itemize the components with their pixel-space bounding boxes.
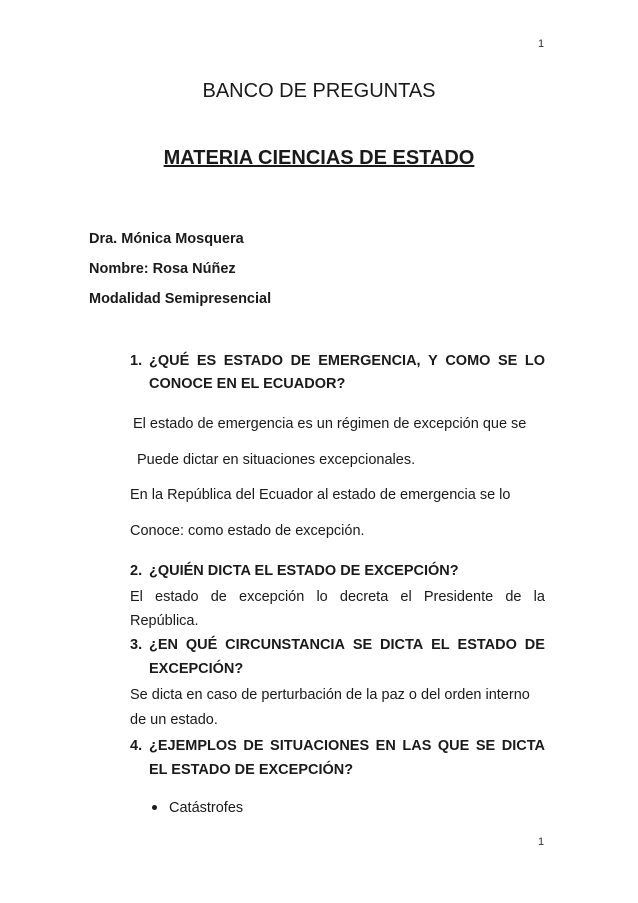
- question-2: [130, 563, 545, 583]
- word: SITUACIONES: [270, 738, 370, 754]
- question-4: [130, 738, 545, 782]
- student-name: Nombre: Rosa Núñez: [89, 261, 236, 277]
- word: DICTA: [501, 738, 545, 754]
- word: ESTADO: [223, 353, 284, 369]
- question-text-line: [149, 353, 545, 369]
- teacher-name: Dra. Mónica Mosquera: [89, 231, 244, 247]
- word: ES: [196, 353, 217, 369]
- question-text-line: [149, 637, 545, 653]
- word: la: [533, 589, 545, 605]
- word: SE: [475, 738, 496, 754]
- question-text-line: [149, 738, 545, 754]
- word: estado: [155, 589, 199, 605]
- word: Presidente: [423, 589, 494, 605]
- answer-line: Se dicta en caso de perturbación de la paz o del orden interno: [130, 687, 530, 703]
- word: QUÉ: [185, 637, 218, 653]
- word: SE: [497, 353, 518, 369]
- word: DICTA: [380, 637, 424, 653]
- bullet-text: Catástrofes: [169, 800, 244, 816]
- question-text-line: CONOCE EN EL ECUADOR?: [149, 376, 346, 392]
- question-text-line: EL ESTADO DE EXCEPCIÓN?: [149, 762, 354, 778]
- question-3: [130, 637, 545, 681]
- question-number: 2.: [130, 563, 143, 579]
- word: DE: [290, 353, 311, 369]
- modality: Modalidad Semipresencial: [89, 291, 272, 307]
- word: decreta: [339, 589, 389, 605]
- word: EN: [375, 738, 396, 754]
- word: DE: [524, 637, 545, 653]
- word: ¿EJEMPLOS: [149, 738, 237, 754]
- subject-heading: MATERIA CIENCIAS DE ESTADO: [163, 147, 475, 169]
- answer-line: El estado de emergencia es un régimen de excepción que se: [133, 416, 527, 432]
- answer-line: de un estado.: [130, 712, 218, 728]
- word: de: [505, 589, 522, 605]
- word: de: [210, 589, 227, 605]
- word: SE: [352, 637, 373, 653]
- word: CIRCUNSTANCIA: [225, 637, 345, 653]
- question-number: 4.: [130, 738, 143, 754]
- question-number: 3.: [130, 637, 143, 653]
- word: lo: [316, 589, 328, 605]
- header-page-number: 1: [538, 38, 545, 50]
- answer-line: [130, 589, 545, 605]
- word: El: [130, 589, 143, 605]
- question-1: [130, 353, 545, 397]
- word: COMO: [445, 353, 491, 369]
- footer-page-number: 1: [538, 836, 545, 848]
- word: QUE: [437, 738, 470, 754]
- word: LAS: [402, 738, 432, 754]
- answer-line: En la República del Ecuador al estado de emergencia se lo: [130, 487, 511, 503]
- word: Y: [428, 353, 438, 369]
- bullet-item: [152, 800, 243, 816]
- word: LO: [524, 353, 545, 369]
- word: excepción: [239, 589, 305, 605]
- document-title: BANCO DE PREGUNTAS: [202, 80, 436, 102]
- question-text-line: ¿QUIÉN DICTA EL ESTADO DE EXCEPCIÓN?: [149, 563, 459, 579]
- word: EMERGENCIA,: [318, 353, 421, 369]
- word: DE: [243, 738, 264, 754]
- answer-line: Puede dictar en situaciones excepcionales.: [137, 452, 416, 468]
- word: ¿EN: [149, 637, 178, 653]
- question-text-line: EXCEPCIÓN?: [149, 661, 244, 677]
- word: ESTADO: [457, 637, 517, 653]
- question-number: 1.: [130, 353, 143, 369]
- answer-line: Conoce: como estado de excepción.: [130, 523, 365, 539]
- word: ¿QUÉ: [149, 353, 190, 369]
- word: el: [400, 589, 412, 605]
- word: EL: [431, 637, 450, 653]
- bullet-icon: [152, 805, 157, 810]
- answer-line: República.: [130, 613, 199, 629]
